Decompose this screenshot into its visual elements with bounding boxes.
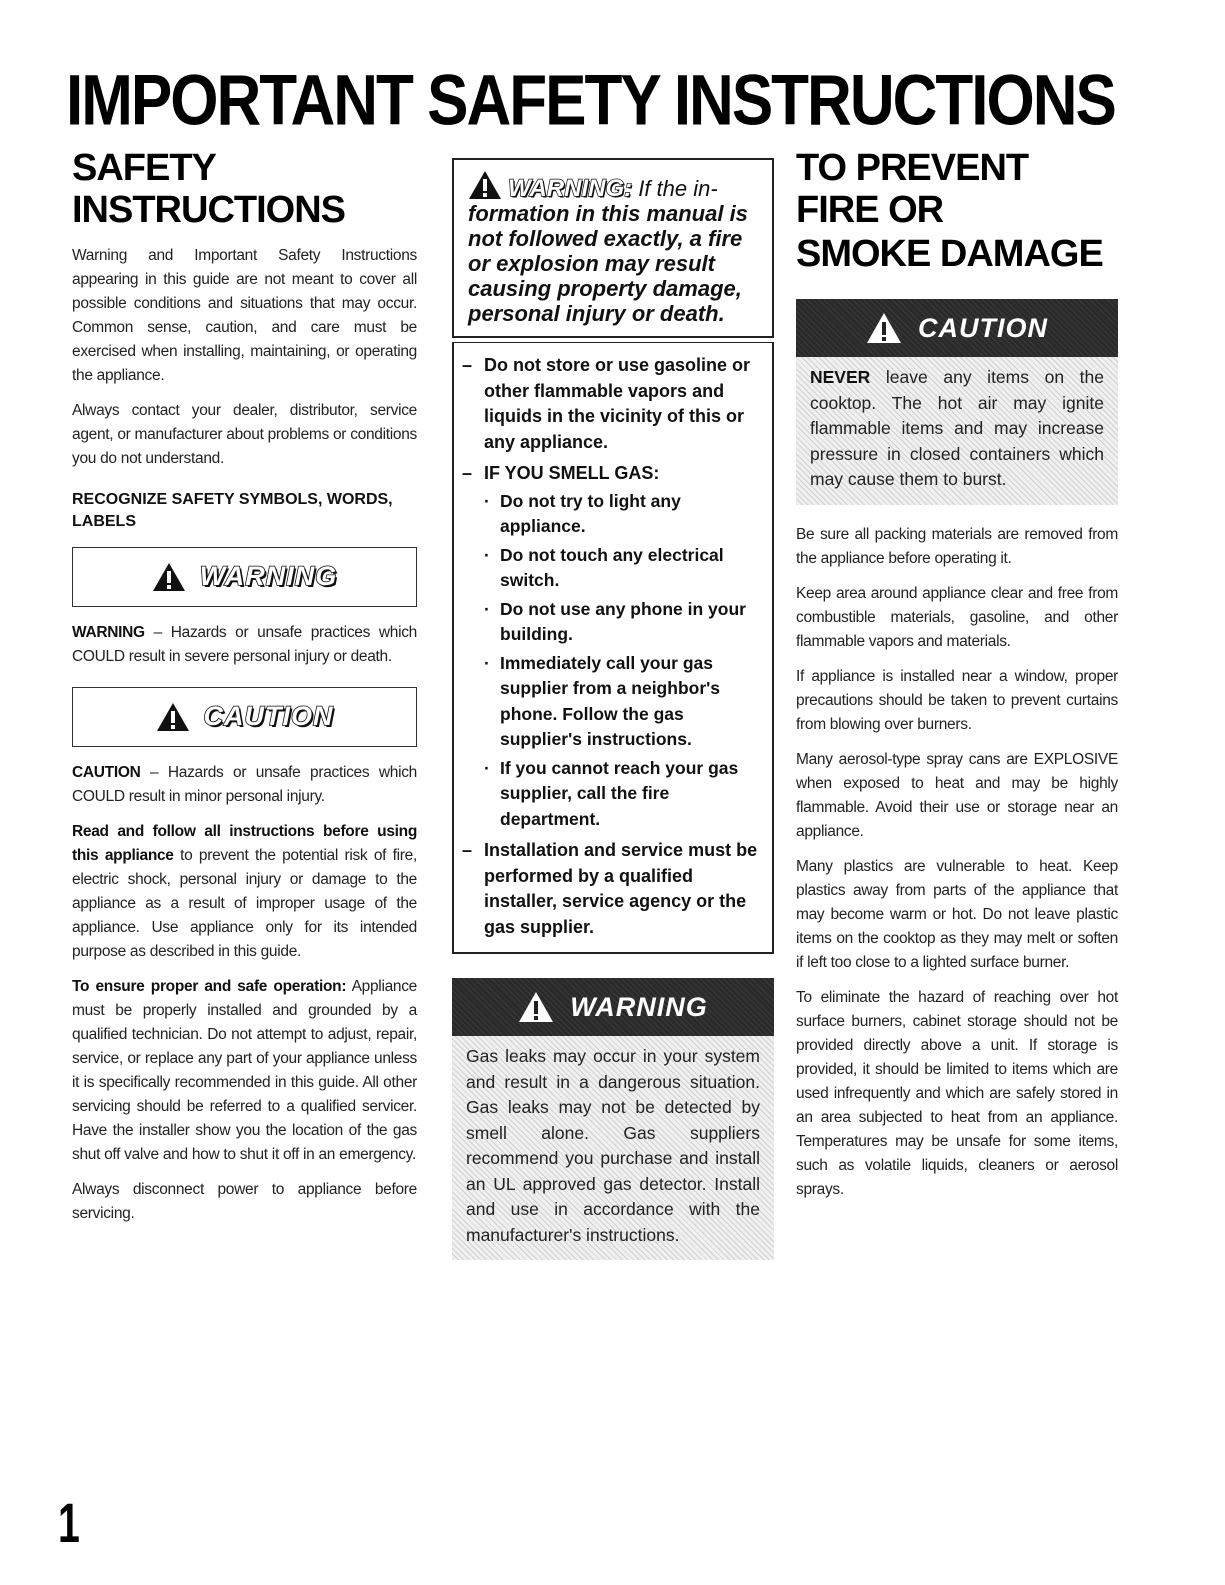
column-fire-prevention xyxy=(796,148,1118,1213)
caution-symbol-box xyxy=(72,687,417,747)
cooktop-caution-text xyxy=(796,357,1118,505)
rule-text: Installation and service must be performed by a qualified installer, service agency or the gas supplier. xyxy=(484,840,758,937)
fire-paragraph-2: Keep area around appliance clear and free from combustible materials, gasoline, and other flammable vapors and materials. xyxy=(796,584,1118,650)
warning-definition-text: – Hazards or unsafe practices which COULD result in severe personal injury or death. xyxy=(72,623,417,665)
caution-label: CAUTION xyxy=(203,701,334,732)
section-heading-prevent-fire: TO PREVENT FIRE OR xyxy=(796,147,1029,231)
manual-warning-if: If the in- xyxy=(632,176,718,201)
gas-leak-warning-label: WARNING xyxy=(570,991,708,1022)
gas-leak-warning-text: Gas leaks may occur in your system and result in a dangerous situation. Gas leaks may not be detected by smell alone. Gas suppliers recommend you purchase and install an UL approved gas detector. Install and use in accordance with the manufacturer's instructions. xyxy=(466,1046,760,1245)
fire-paragraph-1: Be sure all packing materials are removed from the appliance before operating it. xyxy=(796,525,1118,567)
manual-warning-word: WARNING: xyxy=(508,175,633,202)
caution-triangle-icon xyxy=(156,702,190,732)
fire-paragraph-4: Many aerosol-type spray cans are EXPLOSIVE when exposed to heat and may be highly flammable. Avoid their use or storage near an appliance. xyxy=(796,750,1118,840)
read-instructions-paragraph xyxy=(72,820,417,964)
page-title: IMPORTANT SAFETY INSTRUCTIONS xyxy=(66,61,1115,141)
fire-paragraph-5: Many plastics are vulnerable to heat. Keep plastics away from parts of the appliance that may become warm or hot. Do not leave plastic items on the cooktop as they may melt or soften if left too close to a lighted surface burner. xyxy=(796,857,1118,971)
safe-operation-lead: To ensure proper and safe operation: xyxy=(72,977,347,995)
rule-item: – Do not store or use gasoline or other flammable vapors and liquids in the vicinity of this or any appliance. xyxy=(462,353,762,455)
warning-triangle-icon xyxy=(518,991,554,1023)
rule-item: – IF YOU SMELL GAS: xyxy=(462,461,762,487)
contact-paragraph: Always contact your dealer, distributor, service agent, or manufacturer about problems or conditions you do not understand. xyxy=(72,401,417,467)
list-item: · If you cannot reach your gas supplier, call the fire department. xyxy=(484,756,762,833)
cooktop-caution-box xyxy=(796,299,1118,505)
list-item: · Immediately call your gas supplier from a neighbor's phone. Follow the gas supplier's instructions. xyxy=(484,651,762,753)
column-gas-warning xyxy=(452,158,774,1260)
page-number: 1 xyxy=(58,1491,80,1554)
manual-warning-text xyxy=(468,170,758,326)
disconnect-power-paragraph: Always disconnect power to appliance before servicing. xyxy=(72,1180,417,1222)
bullet-text: Do not try to light any appliance. xyxy=(500,490,681,536)
gas-leak-warning-box xyxy=(452,978,774,1260)
cooktop-caution-lead: NEVER xyxy=(810,367,871,388)
cooktop-caution-body: leave any items on the cooktop. The hot air may ignite flammable items and may increase pressure in closed containers which may cause them to burst. xyxy=(810,367,1104,490)
caution-definition-text: – Hazards or unsafe practices which COULD result in minor personal injury. xyxy=(72,763,417,805)
rule-item: – Installation and service must be performed by a qualified installer, service agency or the gas supplier. xyxy=(462,838,762,940)
bullet-text: If you cannot reach your gas supplier, call the fire department. xyxy=(500,757,739,829)
list-item: · Do not use any phone in your building. xyxy=(484,597,762,648)
list-item: · Do not try to light any appliance. xyxy=(484,489,762,540)
read-instructions-text: to prevent the potential risk of fire, electric shock, personal injury or damage to the appliance as a result of improper usage of the appliance. Use appliance only for its intended purpose as described in this guide. xyxy=(72,846,417,960)
caution-definition-lead: CAUTION xyxy=(72,763,141,781)
safe-operation-text: Appliance must be properly installed and grounded by a qualified technician. Do not attempt to adjust, repair, service, or replace any part of your appliance unless it is specifically recommended in this guide. All other servicing should be referred to a qualified servicer. Have the installer show you the location of the gas shut off valve and how to shut it off in an emergency. xyxy=(72,977,417,1163)
rule-text: Do not store or use gasoline or other flammable vapors and liquids in the vicinity of this or any appliance. xyxy=(484,355,751,452)
caution-definition xyxy=(72,761,417,809)
cooktop-caution-label: CAUTION xyxy=(918,312,1048,343)
gas-safety-rules xyxy=(452,342,774,954)
section-heading-safety-instructions: SAFETY INSTRUCTIONS xyxy=(72,147,345,231)
caution-triangle-icon xyxy=(866,312,902,344)
manual-warning-box xyxy=(452,158,774,338)
warning-definition-lead: WARNING xyxy=(72,623,145,641)
bullet-text: Immediately call your gas supplier from a neighbor's phone. Follow the gas supplier's instructions. xyxy=(500,652,721,749)
section-heading-smoke-damage: SMOKE DAMAGE xyxy=(796,232,1103,275)
cooktop-caution-header xyxy=(796,299,1118,357)
warning-symbol-box xyxy=(72,547,417,607)
gas-leak-warning-header xyxy=(452,978,774,1036)
column-safety-instructions xyxy=(72,148,417,1237)
fire-paragraph-6: To eliminate the hazard of reaching over hot surface burners, cabinet storage should not be provided directly above a unit. If storage is provided, it should be limited to items which are used infrequently and which are safely stored in an area subjected to heat from an appliance. Temperatures may be unsafe for some items, such as volatile liquids, cleaners or aerosol sprays. xyxy=(796,988,1118,1198)
fire-paragraph-3: If appliance is installed near a window, proper precautions should be taken to prevent curtains from blowing over burners. xyxy=(796,667,1118,733)
list-item: · Do not touch any electrical switch. xyxy=(484,543,762,594)
warning-triangle-icon xyxy=(468,170,502,200)
warning-triangle-icon xyxy=(152,562,186,592)
bullet-text: Do not use any phone in your building. xyxy=(500,598,746,644)
manual-warning-rest: formation in this manual is not followed exactly, a fire or explosion may result causing property damage, personal injury or death. xyxy=(468,201,748,326)
intro-paragraph: Warning and Important Safety Instructions appearing in this guide are not meant to cover all possible conditions and situations that may occur. Common sense, caution, and care must be exercised when installing, maintaining, or operating the appliance. xyxy=(72,246,417,384)
safe-operation-paragraph xyxy=(72,975,417,1167)
symbols-subheading: RECOGNIZE SAFETY SYMBOLS, WORDS, LABELS xyxy=(72,490,393,530)
rule-text: IF YOU SMELL GAS: xyxy=(484,463,660,483)
warning-definition xyxy=(72,621,417,669)
bullet-text: Do not touch any electrical switch. xyxy=(500,544,724,590)
warning-label: WARNING xyxy=(199,561,338,592)
read-instructions-lead: Read and follow all instructions before using this appliance xyxy=(72,822,417,864)
